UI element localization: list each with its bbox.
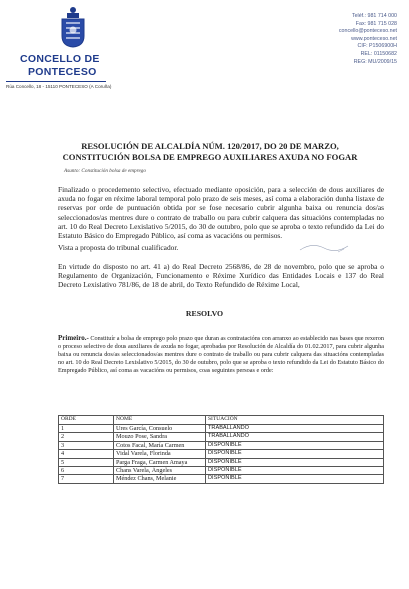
paragraph-legal-basis: En virtude do disposto no art. 41 a) do Real Decreto 2568/86, de 28 de novembro, polo que se aproba o Regulamento de Organización, Funcionamento e Réxime Xurídico das Entidades Locais e 137 do Real Decreto Lexislativo 781/86, de 18 de abril, do Texto Refundido de Réxime Local,: [58, 262, 384, 290]
contact-cif: CIF: P1506900H: [357, 43, 397, 50]
first-text: Constituír a bolsa de emprego polo prazo que duran as contratacións con arranxo ao establecido nas bases que rexeron o proceso selectivo de dous auxiliares de axuda no fogar, aprobadas por Resolución de Alcaldía do 01.02.2017, para cubrir algunha baixa ou renuncia dos/as seleccionados/as mentres dure o contrato de traballo ou para cubrir calquera das situacións contempladas no art. 10 do Real Decreto Lexislativo 5/2015, do 30 de outubro, polo que se aproba o texto refundido da Lei do Estatuto Básico do Empregado Público, así coma as vacacións ou permisos, coas seguintes persoas e orde:: [58, 335, 384, 375]
subject-line: Asunto: Constitución bolsa de emprego: [64, 168, 146, 174]
paragraph-first: [58, 334, 384, 375]
cell-situacion: DISPOÑIBLE: [206, 458, 384, 466]
cell-situacion: TRABALLANDO: [206, 425, 384, 433]
cell-nome: Vidal Varela, Florinda: [114, 450, 206, 458]
cell-nome: Ures García, Consuelo: [114, 425, 206, 433]
cell-situacion: DISPOÑIBLE: [206, 467, 384, 475]
contact-web[interactable]: www.ponteceso.net: [351, 35, 397, 42]
contact-fax: Fax: 981 715 028: [355, 20, 397, 27]
table-row: [59, 450, 384, 458]
cell-situacion: TRABALLANDO: [206, 433, 384, 441]
org-name-line2: PONTECESO: [28, 66, 97, 78]
cell-orde: 4: [59, 450, 114, 458]
table-row: [59, 425, 384, 433]
cell-orde: 6: [59, 467, 114, 475]
table-row: [59, 433, 384, 441]
title-line1: RESOLUCIÓN DE ALCALDÍA NÚM. 120/2017, DO 20 DE MARZO,: [81, 141, 339, 151]
cell-situacion: DISPOÑIBLE: [206, 450, 384, 458]
table-row: [59, 458, 384, 466]
contact-block: [339, 13, 397, 66]
reserve-list-table: [58, 415, 384, 484]
org-name-line1: CONCELLO DE: [20, 53, 100, 65]
header-nome: NOME: [114, 416, 206, 425]
cell-nome: Méndez Chans, Melanie: [114, 475, 206, 483]
header-orde: ORDE: [59, 416, 114, 425]
document-title: [40, 141, 380, 163]
first-lead: Primeiro.-: [58, 334, 89, 342]
table-row: [59, 441, 384, 449]
cell-nome: Mouzo Pose, Sandra: [114, 433, 206, 441]
cell-situacion: DISPOÑIBLE: [206, 475, 384, 483]
cell-orde: 1: [59, 425, 114, 433]
cell-nome: Cotos Facal, María Carmen: [114, 441, 206, 449]
cell-orde: 2: [59, 433, 114, 441]
coat-of-arms-icon: [60, 6, 86, 48]
header-rule: [6, 81, 106, 82]
paragraph-proposal: Vista a proposta do tribunal cualificador.: [58, 243, 179, 252]
cell-nome: Chans Varela, Ángeles: [114, 467, 206, 475]
resolvo-heading: RESOLVO: [185, 309, 224, 318]
cell-orde: 3: [59, 441, 114, 449]
cell-orde: 7: [59, 475, 114, 483]
cell-situacion: DISPOÑIBLE: [206, 441, 384, 449]
header-situacion: SITUACIÓN: [206, 416, 384, 425]
paragraph-procedure: Finalizado o procedemento selectivo, efectuado mediante oposición, para a selección de dous auxiliares de axuda no fogar en réxime laboral temporal polo prazo de seis meses, así coma a elaboración dunha listaxe de reservas por orde de puntuación obtida por se fose necesario cubrir algunha baixa ou renuncia dos/as seleccionados/as mentres dure o contrato de traballo ou para cubrir calquera das situacións contempladas no art. 10 do Real Decreto Lexislativo 5/2015, do 30 de outubro, polo que se aproba o texto refundido da Lei do Estatuto Básico do Empregado Público, así coma as vacacións ou permisos.: [58, 185, 384, 241]
contact-rel: REL: 01150682: [360, 50, 397, 57]
table-row: [59, 475, 384, 483]
cell-nome: Parga Fraga, Carmen Amaya: [114, 458, 206, 466]
title-line2: CONSTITUCIÓN BOLSA DE EMPREGO AUXILIARES AXUDA NO FOGAR: [62, 152, 358, 162]
table-header-row: [59, 416, 384, 425]
org-address: Rúa Concello, 18 - 15110 PONTECESO (A Coruña): [6, 84, 112, 89]
cell-orde: 5: [59, 458, 114, 466]
contact-email[interactable]: concello@ponteceso.net: [338, 28, 397, 35]
contact-phone: Teléf.: 981 714 000: [351, 13, 397, 19]
table-row: [59, 467, 384, 475]
contact-reg: REG: MU/2009/15: [353, 58, 397, 65]
